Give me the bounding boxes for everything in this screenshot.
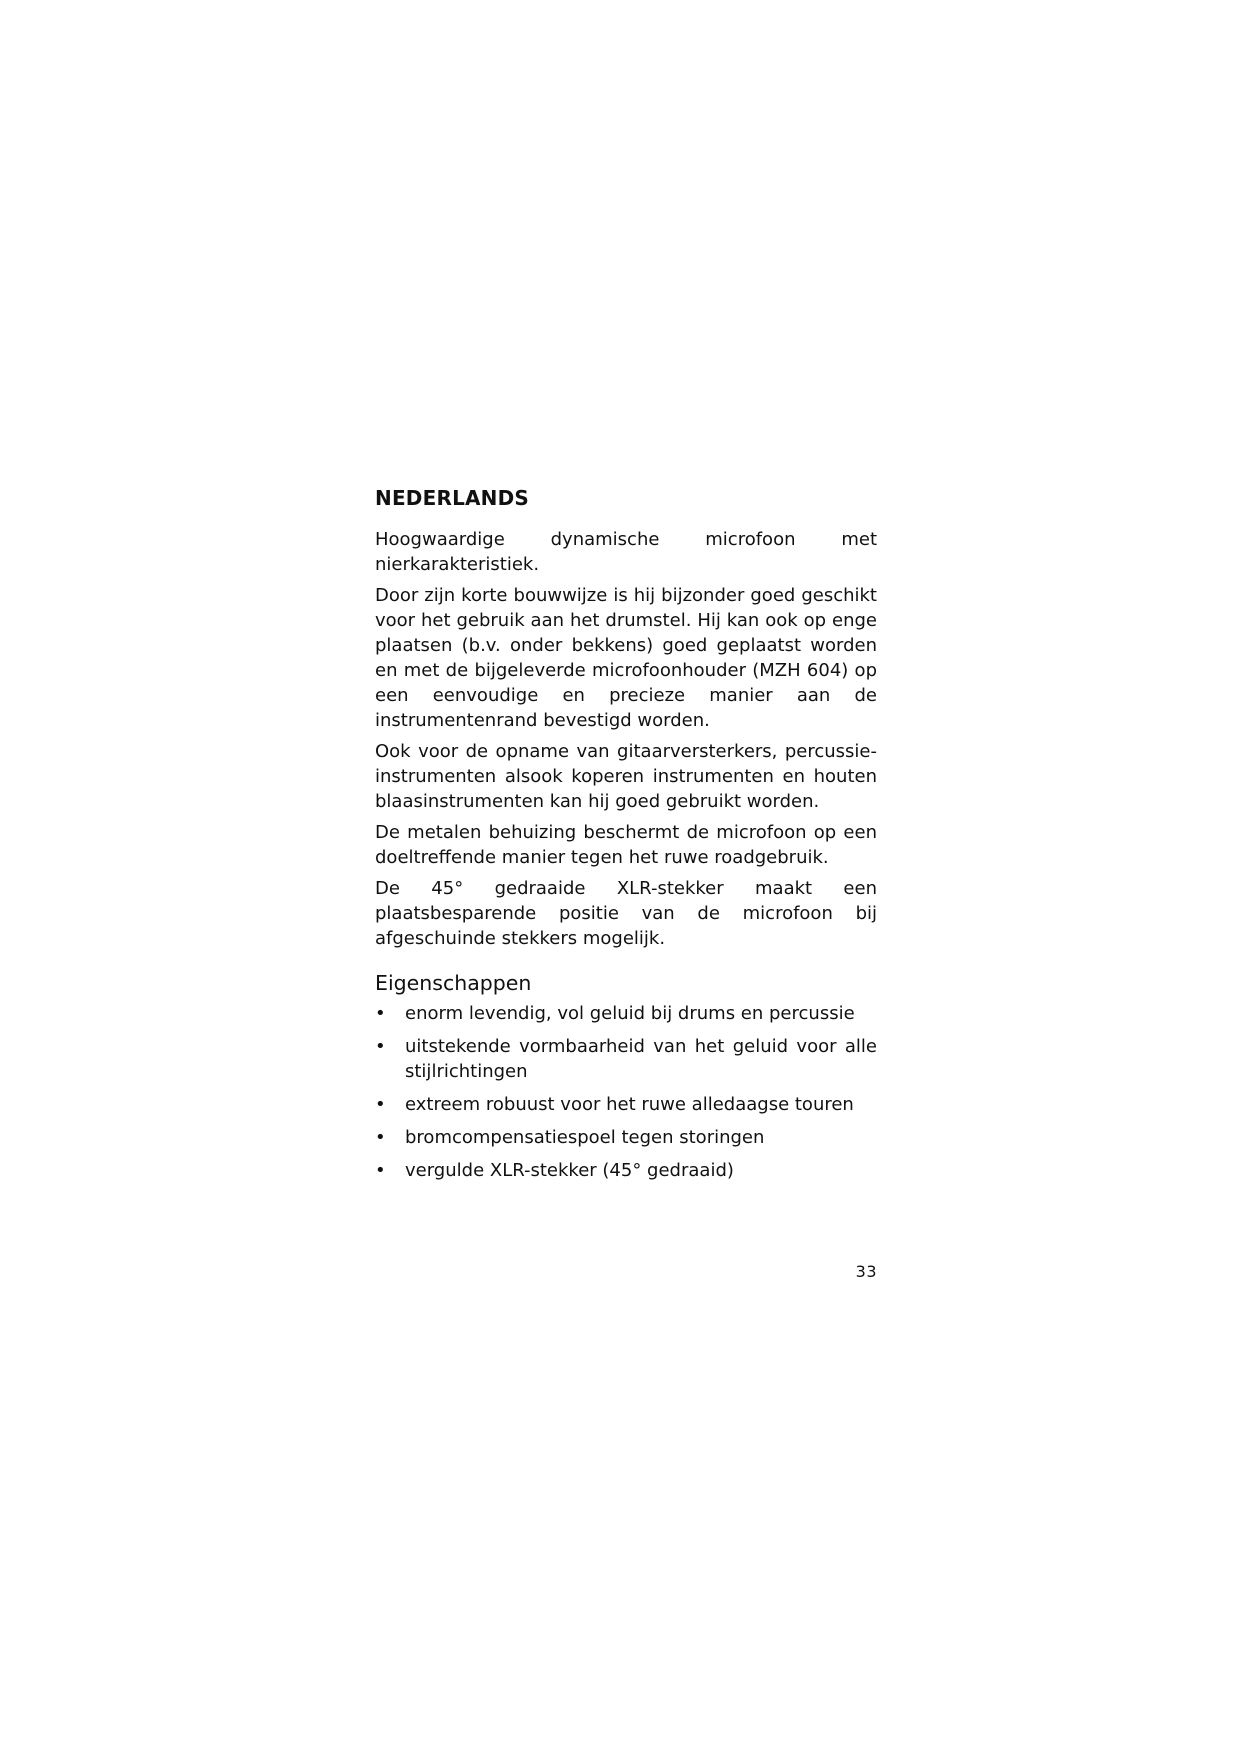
connector-paragraph: De 45° gedraaide XLR-stekker maakt een plaatsbesparende positie van de microfoon bij afgeschuinde stekkers mogelijk. <box>375 878 877 949</box>
bullet-icon: • <box>375 1127 386 1148</box>
feature-item <box>375 1092 877 1117</box>
feature-text: vergulde XLR-stekker (45° gedraaid) <box>405 1160 734 1181</box>
section-title: NEDERLANDS <box>375 486 530 510</box>
bullet-icon: • <box>375 1003 386 1024</box>
design-paragraph: Door zijn korte bouwwijze is hij bijzonder goed geschikt voor het gebruik aan het drumstel. Hij kan ook op enge plaatsen (b.v. onder bekkens) goed geplaatst worden en met de bijgeleverde microfoonhouder (MZH 604) op een eenvoudige en precieze manier aan de instrumentenrand bevestigd worden. <box>375 585 877 731</box>
intro-paragraph: Hoogwaardige dynamische microfoon met nierkarakteristiek. <box>375 529 877 575</box>
page-number: 33 <box>855 1262 877 1281</box>
bullet-icon: • <box>375 1160 386 1181</box>
features-list <box>375 1001 877 1183</box>
housing-paragraph: De metalen behuizing beschermt de microfoon op een doeltreffende manier tegen het ruwe roadgebruik. <box>375 822 877 868</box>
feature-item <box>375 1158 877 1183</box>
feature-text: enorm levendig, vol geluid bij drums en percussie <box>405 1003 855 1024</box>
applications-paragraph: Ook voor de opname van gitaarversterkers, percussie-instrumenten alsook koperen instrumenten en houten blaasinstrumenten kan hij goed gebruikt worden. <box>375 741 877 812</box>
feature-item <box>375 1001 877 1026</box>
feature-text: uitstekende vormbaarheid van het geluid voor alle stijlrichtingen <box>405 1036 877 1082</box>
feature-text: bromcompensatiespoel tegen storingen <box>405 1127 765 1148</box>
feature-item <box>375 1125 877 1150</box>
page-content <box>375 486 877 1191</box>
feature-item <box>375 1034 877 1084</box>
feature-text: extreem robuust voor het ruwe alledaagse touren <box>405 1094 854 1115</box>
features-title: Eigenschappen <box>375 971 532 995</box>
bullet-icon: • <box>375 1036 386 1057</box>
bullet-icon: • <box>375 1094 386 1115</box>
